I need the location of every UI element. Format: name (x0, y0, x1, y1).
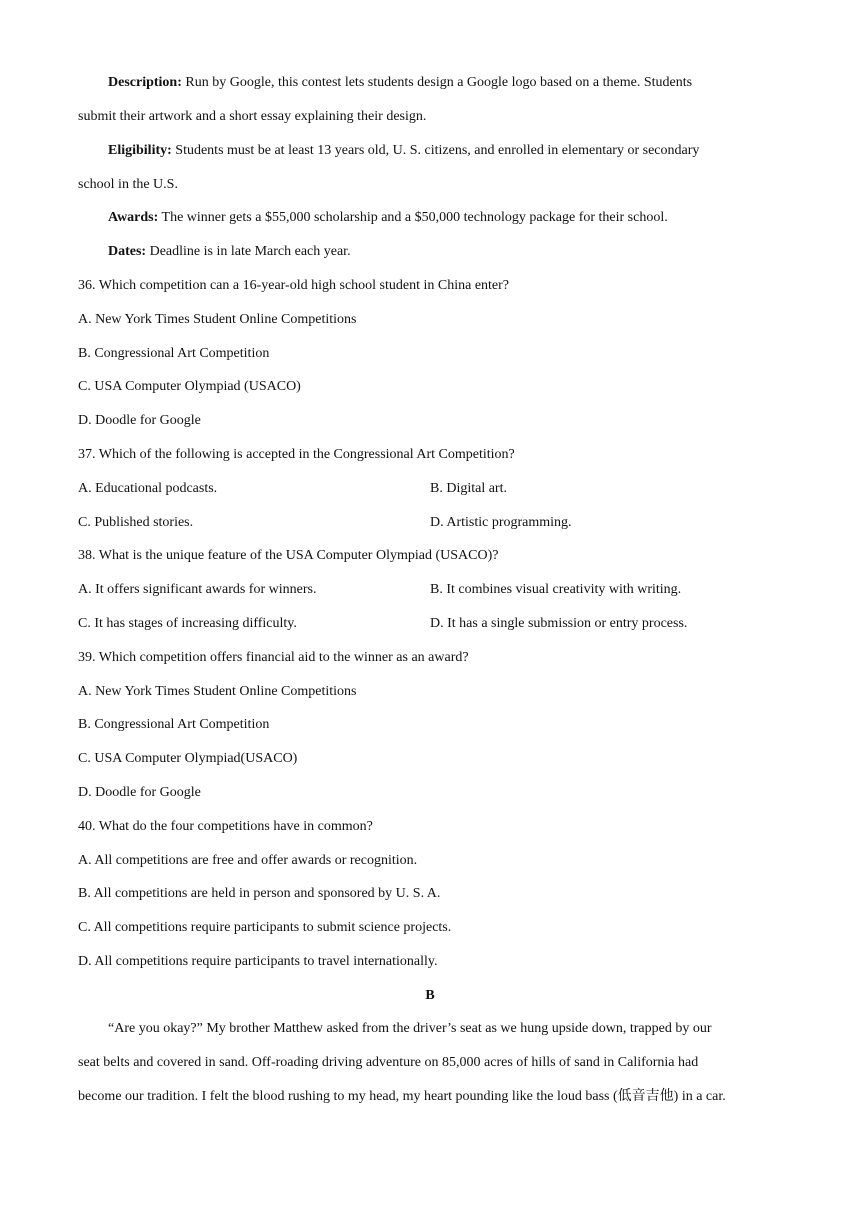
dates-label: Dates: (108, 244, 147, 259)
eligibility-label: Eligibility: (108, 143, 172, 158)
q39-option-a: A. New York Times Student Online Competitions (78, 684, 357, 699)
q37-option-c: C. Published stories. (78, 515, 194, 530)
question-39: 39. Which competition offers financial aid to the winner as an award? (78, 650, 469, 665)
dates-text: Deadline is in late March each year. (146, 244, 351, 259)
eligibility-line-2: school in the U.S. (78, 177, 178, 192)
q38-option-c: C. It has stages of increasing difficulty. (78, 616, 297, 631)
eligibility-text: Students must be at least 13 years old, U. S. citizens, and enrolled in elementary or secondary (171, 143, 700, 158)
q38-option-b: B. It combines visual creativity with writing. (430, 582, 682, 597)
awards-label: Awards: (108, 210, 159, 225)
section-b-heading: B (425, 988, 435, 1003)
passage-b-line-2: seat belts and covered in sand. Off-roading driving adventure on 85,000 acres of hills of sand in California had (78, 1055, 699, 1070)
q39-option-c: C. USA Computer Olympiad(USACO) (78, 751, 298, 766)
q39-option-b: B. Congressional Art Competition (78, 717, 270, 732)
q40-option-a: A. All competitions are free and offer awards or recognition. (78, 853, 418, 868)
q37-option-d: D. Artistic programming. (430, 515, 572, 530)
q40-option-d: D. All competitions require participants to travel internationally. (78, 954, 438, 969)
q36-option-d: D. Doodle for Google (78, 413, 201, 428)
description-line-2: submit their artwork and a short essay explaining their design. (78, 109, 427, 124)
dates-line (108, 243, 351, 261)
q36-option-c: C. USA Computer Olympiad (USACO) (78, 379, 301, 394)
awards-text: The winner gets a $55,000 scholarship and a $50,000 technology package for their school. (158, 210, 668, 225)
q38-option-a: A. It offers significant awards for winners. (78, 582, 317, 597)
question-40: 40. What do the four competitions have in common? (78, 819, 373, 834)
q38-option-d: D. It has a single submission or entry process. (430, 616, 688, 631)
q40-option-c: C. All competitions require participants to submit science projects. (78, 920, 452, 935)
passage-b-line-1: “Are you okay?” My brother Matthew asked from the driver’s seat as we hung upside down, trapped by our (108, 1021, 712, 1036)
q40-option-b: B. All competitions are held in person and sponsored by U. S. A. (78, 886, 441, 901)
eligibility-line-1 (108, 142, 699, 160)
question-37: 37. Which of the following is accepted in the Congressional Art Competition? (78, 447, 515, 462)
description-label: Description: (108, 75, 182, 90)
question-38: 38. What is the unique feature of the USA Computer Olympiad (USACO)? (78, 548, 499, 563)
q37-option-b: B. Digital art. (430, 481, 507, 496)
passage-b-line-3: become our tradition. I felt the blood rushing to my head, my heart pounding like the loud bass (低音吉他) in a car. (78, 1089, 726, 1104)
description-text: Run by Google, this contest lets students design a Google logo based on a theme. Students (181, 75, 693, 90)
description-line-1 (108, 74, 692, 92)
q36-option-a: A. New York Times Student Online Competitions (78, 312, 357, 327)
q37-option-a: A. Educational podcasts. (78, 481, 218, 496)
awards-line (108, 209, 668, 227)
question-36: 36. Which competition can a 16-year-old high school student in China enter? (78, 278, 510, 293)
q36-option-b: B. Congressional Art Competition (78, 346, 270, 361)
q39-option-d: D. Doodle for Google (78, 785, 201, 800)
